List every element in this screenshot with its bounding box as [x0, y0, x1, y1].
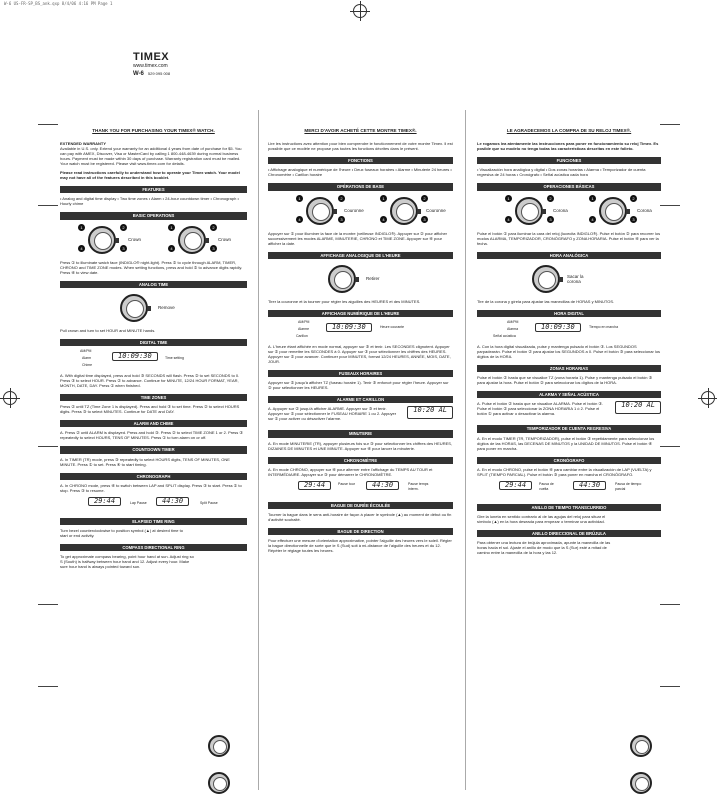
digital-time-heading: DIGITAL TIME	[60, 339, 247, 346]
direction-heading: BAGUE DE DIRECTION	[268, 528, 453, 535]
analog-time-text: Pull crown and turn to set HOUR and MINUTE hands.	[60, 327, 156, 333]
sacar-corona-label: Sacar la corona	[567, 273, 584, 285]
brujula-heading: ANILLO DIRECCIONAL DE BRÚJULA	[477, 530, 661, 537]
read-note: Please read instructions carefully to understand how to operate your Timex watch. Your model may not have all of the features described in this booklet.	[60, 170, 240, 181]
watch-analog-icon	[88, 226, 116, 254]
ampm-label-es: AM/PM	[507, 320, 519, 325]
digital-heading-es: HORA DIGITAL	[477, 310, 661, 317]
cronografo-text: A. En el modo CHRONO, pulse el botón ④ para cambiar entre la visualización de LAP (VUELTA) y SPLIT (TIEMPO PARCIAL). Pulse el botón ③ para poner en marcha el CRONÓGRAFO.	[477, 466, 652, 477]
funciones-text: • Visualización hora analógica y digital • Dos zonas horarias • Alarma • Temporizador de cuenta regresiva de 24 horas • Cronógrafo • Señal acústica cada hora	[477, 167, 646, 178]
spanish-intro: Le rogamos lea atentamente las instrucciones para poner en funcionamiento su reloj Timex. Es posible que su modelo no tenga todas las características descritas en este folleto.	[477, 141, 659, 152]
zonas-text: Pulse el botón ② hasta que se visualice TZ (zona horaria 1). Pulse y mantenga pulsado el botón ③ para ajustar la hora. Pulse el botón ② para seleccionar los dígitos de la HORA.	[477, 375, 653, 386]
time-zones-text: Press ② until TZ (Time Zone 1 is displayed). Press and hold ③ to set time. Press ② to select HOURS digits. Press ③ to select MINUTES. Continue for DATE and DAY.	[60, 404, 240, 415]
elapsed-ring-heading: ELAPSED TIME RING	[60, 518, 247, 525]
alarm-label: Alarm	[82, 356, 92, 361]
duree-heading: BAGUE DE DURÉE ÉCOULÉE	[268, 502, 453, 509]
lcd-time-display-es: 10:09:30	[535, 323, 581, 332]
fonctions-text: • Affichage analogique et numérique de l'heure • Deux fuseaux horaires • Alarme • Minuterie 24 heures • Chronomètre • Carillon horaire	[268, 167, 452, 178]
duree-text: Tourner la bague dans le sens anti-horaire de façon à placer le symbole (▲) au moment de début ou fin d'activité souhaité.	[268, 512, 452, 523]
lcd-lap-fr: 29:44	[298, 481, 331, 490]
anillo-heading: ANILLO DE TIEMPO TRANSCURRIDO	[477, 504, 661, 511]
watch-digital-icon	[178, 226, 206, 254]
split-pause-label: Split Pause	[200, 500, 218, 505]
digital-heading-fr: AFFICHAGE NUMÉRIQUE DE L'HEURE	[268, 310, 453, 317]
brand-name: TIMEX	[133, 51, 170, 63]
carillon-label: Carillon	[296, 334, 308, 339]
chime-label: Chime	[82, 363, 93, 368]
crop-mark	[660, 205, 680, 206]
digital-text-fr: A. L'heure étant affichée en mode normal, appuyer sur ③ et tenir. Les SECONDES clignotent. Appuyer sur ② pour remettre les SECONDES à 0. Appuyer sur ③ pour sélectionner les chiffres des HEURES. Appuyer sur ② pour avancer. Continuer pour MINUTES, format 12/24 HEURES, ANNÉE, MOIS, DATE, JOUR.	[268, 344, 451, 365]
corona-label-2: Corona	[637, 207, 652, 213]
watch-digital-icon-fr	[390, 197, 418, 225]
crop-mark	[660, 604, 680, 605]
compass-ring-watch-icon	[208, 772, 230, 794]
lcd-time-display: 10:09:30	[112, 352, 158, 361]
model-code: W-6 529 095 008	[133, 71, 171, 77]
pausa-vuelta-label: Pausa de vuelta	[539, 481, 554, 492]
fold-line	[258, 110, 259, 790]
cuenta-text: A. En el modo TIMER (TR, TEMPORIZADOR), pulse el botón ③ repetidamente para seleccionar los dígitos de las HORAS, las DECENAS DE MINUTOS y la UNIDAD DE MINUTOS. Pulse el botón ④ para poner en marcha.	[477, 435, 655, 451]
features-heading: FEATURES	[60, 186, 247, 193]
compass-ring-heading: COMPASS DIRECTIONAL RING	[60, 544, 247, 551]
watch-analog-icon-fr	[306, 197, 334, 225]
zonas-heading: ZONAS HORARIAS	[477, 365, 661, 372]
operaciones-text: Pulse el botón ① para iluminar la cara del reloj (lucecita INDIGLO®). Pulse el botón ② para recorrer los modos ALARMA, TEMPORIZADOR, CRONÓGRAFO y ZONA HORARIA. Pulse el botón ④ para ver la fecha.	[477, 230, 661, 246]
lcd-split-fr: 44:30	[366, 481, 399, 490]
lcd-alarm-es: 10:20 AL	[615, 401, 661, 414]
crop-mark	[38, 205, 58, 206]
countdown-heading: COUNTDOWN TIMER	[60, 446, 247, 453]
minuterie-heading: MINUTERIE	[268, 430, 453, 437]
countdown-text: A. In TIMER (TR) mode, press ③ repeatedly to select HOURS digits, TENS OF MINUTES, ONE MINUTE. Press ① to set. Press ④ to start timing.	[60, 456, 230, 467]
crop-mark	[660, 124, 680, 125]
lcd-split-es: 44:30	[573, 481, 606, 490]
analog-time-heading: ANALOG TIME	[60, 281, 247, 288]
lcd-time-display-fr: 10:09:30	[326, 323, 372, 332]
crown-label: Crown	[128, 236, 142, 242]
analogica-heading: HORA ANALÓGICA	[477, 252, 661, 259]
fuseaux-heading: FUSEAUX HORAIRES	[268, 370, 453, 377]
operations-text-fr: Appuyer sur ① pour illuminer la face de la montre (veilleuse INDIGLO®). Appuyer sur ② pour afficher successivement les modes ALARME, MINUTERIE, CHRONO et TIME ZONE. Appuyer sur ④ pour afficher la date.	[268, 230, 448, 246]
lcd-lap-es: 29:44	[499, 481, 532, 490]
crop-mark	[660, 686, 680, 687]
corona-label: Corona	[553, 207, 568, 213]
anillo-text: Gire la luneta en sentido contrario al de las agujas del reloj para situar el símbolo (▲) en la hora deseada para empezar o terminar una actividad.	[477, 514, 606, 525]
pausa-parcial-label: Pausa de tiempo parcial	[615, 481, 642, 492]
digital-lcd-row-es	[477, 320, 661, 344]
printer-slug: W-6 US-FR-SP_BS_ank.qxp 8/4/06 4:16 PM Page 1	[4, 1, 113, 6]
alarme-text: A. Appuyer sur ② jusqu'à afficher ALARME. Appuyer sur ③ et tenir. Appuyer sur ② pour sélectionner le FUSEAU HORAIRE 1 ou 2. Appuyer sur ① pour activer ou désactiver l'alarme.	[268, 406, 397, 422]
digital-text-es: A. Con la hora digital visualizada, pulse y mantenga pulsado el botón ③. Los SEGUNDOS parpadearán. Pulse el botón ② para ajustar los SEGUNDOS a 0. Pulse el botón ③ para seleccionar los dígitos de la HORA.	[477, 344, 661, 360]
watch-digital-icon-es	[599, 197, 627, 225]
watch-diagram-row-es: 1 4 2 3 Corona 1 4 2 3 Corona	[477, 194, 661, 228]
alarme-row	[268, 406, 453, 424]
alarma-label: Alarma	[507, 327, 519, 332]
pause-interm-label: Pause temps interm.	[408, 481, 429, 492]
analog-diagram-es	[477, 262, 661, 296]
crop-mark	[38, 124, 58, 125]
tiempo-label: Tiempo en marcha	[589, 325, 619, 330]
fonctions-heading: FONCTIONS	[268, 157, 453, 164]
ampm-label-fr: AM/PM	[298, 320, 310, 325]
crop-mark	[660, 446, 680, 447]
crown-label-2: Crown	[218, 236, 232, 242]
chronograph-heading: CHRONOGRAPH	[60, 473, 247, 480]
watch-diagram-row: 1 4 2 3 Crown 1 4 2 3 Crown	[60, 223, 247, 257]
alarma-row	[477, 401, 661, 419]
analogica-text: Tire de la corona y gírela para ajustar las manecillas de HORAS y MINUTOS.	[477, 298, 615, 304]
analog-heading-fr: AFFICHAGE ANALOGIQUE DE L'HEURE	[268, 252, 453, 259]
timex-logo	[133, 51, 193, 77]
spanish-title: LE AGRADECEMOS LA COMPRA DE SU RELOJ TIMEX®.	[506, 128, 632, 133]
brand-url: www.timex.com	[133, 63, 168, 69]
alarma-heading: ALARMA Y SEÑAL ACÚSTICA	[477, 391, 661, 398]
cronografo-heading: CRONÓGRAFO	[477, 457, 661, 464]
alarma-text: A. Pulse el botón ② hasta que se visualice ALARMA. Pulse el botón ③. Pulse el botón ② para seleccionar la ZONA HORARIA 1 ó 2. Pulse el botón ① para activar o desactivar la alarma.	[477, 401, 604, 417]
heure-label: Heure courante	[380, 325, 405, 330]
elapsed-ring-watch-icon	[208, 735, 230, 757]
time-zones-heading: TIME ZONES	[60, 394, 247, 401]
english-column	[60, 126, 247, 572]
fuseaux-text: Appuyer sur ② jusqu'à afficher TZ (fuseau horaire 1). Tenir ③ enfoncé pour régler l'heure. Appuyer sur ② pour sélectionner les HEURES.	[268, 380, 449, 391]
alarm-chime-heading: ALARM AND CHIME	[60, 420, 247, 427]
digital-time-text: A. With digital time displayed, press and hold ③ SECONDS will flash. Press ② to set SECONDS to 0. Press ③ to select HOUR. Press ② to advance. Continue for MINUTE, 12/24 HOUR FORMAT, YEAR, MONTH, DATE, DAY. Press ① when finished.	[60, 373, 240, 389]
alarme-label: Alarme	[298, 327, 310, 332]
spanish-column	[477, 126, 661, 558]
basic-operations-heading: BASIC OPERATIONS	[60, 212, 247, 219]
registration-mark-top	[353, 4, 367, 18]
cuenta-heading: TEMPORIZADOR DE CUENTA REGRESIVA	[477, 425, 661, 432]
french-title: MERCI D'AVOIR ACHETÉ CETTE MONTRE TIMEX®.	[304, 128, 417, 133]
chronometre-text: A. En mode CHRONO, appuyer sur ④ pour alterner entre l'affichage du TEMPS AU TOUR et INTERMÉDIAIRE. Appuyer sur ③ pour démarrer le CHRONOMÈTRE.	[268, 466, 433, 477]
watch-analog-icon-es	[515, 197, 543, 225]
fold-line	[465, 110, 466, 790]
direction-text: Pour effectuer une mesure d'orientation approximative, pointer l'aiguille des heures vers le soleil. Régler la bague directionnelle de sorte que le S (Sud) soit à mi-distance de l'aiguille des heures et du 12. Répéter le réglage toutes les heures.	[268, 538, 452, 554]
lcd-lap: 29:44	[88, 497, 121, 506]
analog-text-fr: Tirer la couronne et la tourner pour régler les aiguilles des HEURES et des MINUTES.	[268, 298, 421, 304]
chronometre-heading: CHRONOMÈTRE	[268, 457, 453, 464]
watch-crown-pull-icon	[120, 294, 148, 322]
senal-label: Señal acústica	[493, 334, 516, 339]
operaciones-heading: OPERACIONES BÁSICAS	[477, 183, 661, 190]
warranty-text: EXTENDED WARRANTY Available in U.S. only. Extend your warranty for an additional 4 years from date of purchase for $5. You can pay with AMEX, Discover, Visa or MasterCard by calling 1 800-448-4639 during normal business hours. Payment must be made within 30 days of purchase. Warranty registration card must be mailed. Your watch must be registered. Please visit www.timex.com for details.	[60, 141, 242, 167]
pause-tour-label: Pause tour	[338, 481, 355, 486]
brujula-text: Para obtener una lectura de brújula aproximada, apunte la manecilla de las horas hacia el sol. Ajuste el anillo de modo que la S (Sur) esté a mitad de camino entre la manecilla de la hora y las 12.	[477, 540, 611, 556]
chrono-lcd-row	[60, 496, 247, 512]
registration-mark-right	[701, 391, 715, 405]
lcd-split: 44:30	[156, 497, 189, 506]
digital-lcd-row	[60, 349, 247, 373]
lcd-alarm-fr: 10:20 AL	[407, 406, 453, 419]
english-title: THANK YOU FOR PURCHASING YOUR TIMEX® WATCH.	[92, 128, 215, 133]
french-intro: Lire les instructions avec attention pour bien comprendre le fonctionnement de votre montre Timex. Il est possible que ce modèle ne propose pas toutes les fonctions décrites dans le présent.	[268, 141, 453, 152]
digital-lcd-row-fr	[268, 320, 453, 344]
elapsed-ring-watch-icon-es	[630, 735, 652, 757]
funciones-heading: FUNCIONES	[477, 157, 661, 164]
compass-ring-watch-icon-es	[630, 772, 652, 794]
lap-pause-label: Lap Pause	[130, 500, 147, 505]
ampm-label: AM/PM	[80, 349, 92, 354]
operations-heading-fr: OPÉRATIONS DE BASE	[268, 183, 453, 190]
watch-crown-pull-icon-es	[532, 265, 560, 293]
crop-mark	[38, 446, 58, 447]
watch-crown-pull-icon-fr	[328, 265, 356, 293]
analog-diagram-fr	[268, 262, 453, 296]
watch-diagram-row-fr: 1 4 2 3 Couronne 1 4 2 3 Couronne	[268, 194, 453, 228]
compass-ring-text: To get approximate compass bearing, point hour hand at sun. Adjust ring so S (South) is halfway between hour hand and 12. Adjust every hour. Make sure hour hand is always pointed toward sun.	[60, 554, 194, 570]
chrono-lcd-row-es	[477, 480, 661, 498]
features-text: • Analog and digital time display • Two time zones • Alarm • 24-hour countdown timer • Chronograph • Hourly chime	[60, 196, 239, 207]
alarm-chime-text: A. Press ② until ALARM is displayed. Press and hold ③. Press ② to select TIME ZONE 1 or 2. Press ③ repeatedly to select HOURS, TENS OF MINUTES. Press ① to turn alarm on or off.	[60, 430, 244, 441]
french-column	[268, 126, 453, 556]
couronne-label-2: Couronne	[426, 207, 446, 213]
minuterie-text: A. En mode MINUTERIE (TR), appuyer plusieurs fois sur ③ pour sélectionner les chiffres des HEURES, DIZAINES DE MINUTES et UNE MINUTE. Appuyer sur ④ pour lancer la minuterie.	[268, 440, 453, 451]
chronograph-text: A. In CHRONO mode, press ④ to switch between LAP and SPLIT display. Press ③ to start. Press ① to stop. Press ③ to resume.	[60, 482, 242, 493]
chrono-lcd-row-fr	[268, 480, 453, 496]
time-setting-label: Time setting	[165, 356, 184, 361]
elapsed-ring-text: Turn bezel counterclockwise to position symbol (▲) at desired time to start or end activity.	[60, 528, 183, 539]
crop-mark	[38, 686, 58, 687]
remove-label: Remove	[158, 304, 175, 310]
retirer-label: Retirer	[366, 275, 380, 281]
crop-mark	[38, 604, 58, 605]
basic-operations-text: Press ① to illuminate watch face (INDIGLO® night-light). Press ② to cycle through ALARM, TIMER, CHRONO and TIME ZONE modes. When setting functions, press and hold ② to advance digits rapidly. Press ④ to view date.	[60, 259, 243, 275]
registration-mark-left	[3, 391, 17, 405]
analog-diagram	[60, 291, 247, 325]
couronne-label: Couronne	[344, 207, 364, 213]
alarme-heading: ALARME ET CARILLON	[268, 396, 453, 403]
